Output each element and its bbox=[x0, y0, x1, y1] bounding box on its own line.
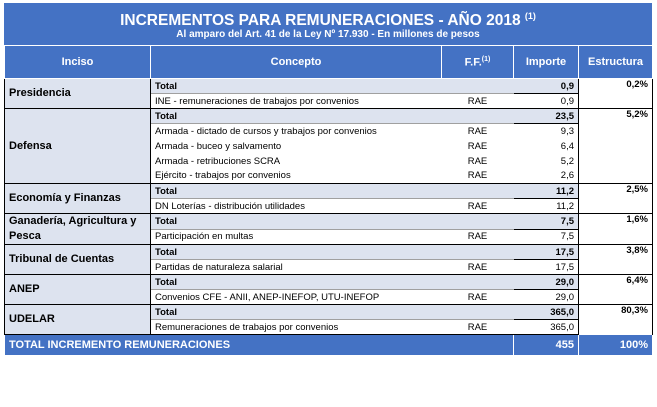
table-body bbox=[5, 79, 653, 335]
estructura-cell: 0,2% bbox=[579, 79, 653, 109]
report-frame bbox=[4, 3, 652, 356]
grand-total-label: TOTAL INCREMENTO REMUNERACIONES bbox=[5, 335, 514, 356]
estructura-cell: 80,3% bbox=[579, 305, 653, 335]
total-ff bbox=[442, 214, 514, 230]
column-header-inciso: Inciso bbox=[5, 46, 151, 79]
group-total-row bbox=[5, 109, 653, 124]
importe-cell: 29,0 bbox=[514, 290, 579, 305]
group-total-row bbox=[5, 275, 653, 290]
concept-cell: Partidas de naturaleza salarial bbox=[151, 260, 442, 275]
column-header-ff bbox=[442, 46, 514, 79]
total-importe: 11,2 bbox=[514, 184, 579, 199]
ff-cell: RAE bbox=[442, 199, 514, 214]
ff-cell: RAE bbox=[442, 94, 514, 109]
concept-cell: Armada - retribuciones SCRA bbox=[155, 155, 281, 167]
concept-cell: Convenios CFE - ANII, ANEP-INEFOP, UTU-INEFOP bbox=[151, 290, 442, 305]
inciso-cell: UDELAR bbox=[5, 305, 151, 335]
ff-cell: RAE bbox=[467, 125, 488, 137]
concept-cell: Participación en multas bbox=[151, 229, 442, 245]
total-label: Total bbox=[151, 275, 442, 290]
total-ff bbox=[442, 245, 514, 260]
total-label: Total bbox=[151, 245, 442, 260]
ff-cell: RAE bbox=[467, 155, 488, 167]
ff-cell: RAE bbox=[442, 320, 514, 335]
grand-total-estructura: 100% bbox=[579, 335, 653, 356]
increments-table bbox=[4, 45, 653, 356]
ff-cell: RAE bbox=[442, 290, 514, 305]
inciso-cell: Ganadería, Agricultura y Pesca bbox=[5, 214, 151, 245]
total-label: Total bbox=[151, 79, 442, 94]
total-importe: 29,0 bbox=[514, 275, 579, 290]
total-importe: 365,0 bbox=[514, 305, 579, 320]
title-footnote-marker: (1) bbox=[524, 11, 536, 21]
estructura-cell: 6,4% bbox=[579, 275, 653, 305]
importe-cell: 11,2 bbox=[514, 199, 579, 214]
total-ff bbox=[442, 305, 514, 320]
grand-total-row bbox=[5, 335, 653, 356]
total-ff bbox=[442, 275, 514, 290]
total-label: Total bbox=[151, 109, 442, 124]
estructura-cell: 5,2% bbox=[579, 109, 653, 184]
concept-cell: Remuneraciones de trabajos por convenios bbox=[151, 320, 442, 335]
ff-cell: RAE bbox=[442, 169, 514, 184]
importe-cell: 2,6 bbox=[514, 169, 579, 184]
grand-total-importe: 455 bbox=[514, 335, 579, 356]
concept-cell: Armada - dictado de cursos y trabajos por convenios bbox=[155, 125, 377, 137]
title-text: INCREMENTOS PARA REMUNERACIONES - AÑO 2018 bbox=[120, 12, 521, 30]
column-header-estructura: Estructura bbox=[579, 46, 653, 79]
group-total-row bbox=[5, 245, 653, 260]
estructura-cell: 1,6% bbox=[579, 214, 653, 245]
importe-cell: 17,5 bbox=[514, 260, 579, 275]
ff-cell: RAE bbox=[467, 140, 488, 152]
concept-cell: Ejército - trabajos por convenios bbox=[151, 169, 442, 184]
estructura-cell: 2,5% bbox=[579, 184, 653, 214]
ff-footnote-marker: (1) bbox=[481, 55, 491, 63]
total-importe: 17,5 bbox=[514, 245, 579, 260]
ff-header-text: F.F. bbox=[464, 56, 482, 69]
total-ff bbox=[442, 109, 514, 124]
ff-cell: RAE bbox=[442, 229, 514, 245]
concept-cell: DN Loterías - distribución utilidades bbox=[151, 199, 442, 214]
report-title bbox=[4, 3, 652, 30]
importe-cell: 7,5 bbox=[514, 229, 579, 245]
importe-cell: 5,2 bbox=[560, 155, 574, 167]
concept-cell: Armada - buceo y salvamento bbox=[155, 140, 282, 152]
total-importe: 23,5 bbox=[514, 109, 579, 124]
importe-cell: 6,4 bbox=[560, 140, 574, 152]
report-subtitle: Al amparo del Art. 41 de la Ley Nº 17.930 - En millones de pesos bbox=[176, 29, 480, 40]
total-ff bbox=[442, 79, 514, 94]
group-total-row bbox=[5, 305, 653, 320]
inciso-cell: Tribunal de Cuentas bbox=[5, 245, 151, 275]
estructura-cell: 3,8% bbox=[579, 245, 653, 275]
total-label: Total bbox=[151, 305, 442, 320]
importe-cell: 365,0 bbox=[514, 320, 579, 335]
inciso-cell: ANEP bbox=[5, 275, 151, 305]
header-row bbox=[5, 46, 653, 79]
importe-cell: 9,3 bbox=[560, 125, 574, 137]
report-banner bbox=[4, 3, 652, 45]
importe-cell: 0,9 bbox=[514, 94, 579, 109]
inciso-cell: Presidencia bbox=[5, 79, 151, 109]
ff-cell: RAE bbox=[442, 260, 514, 275]
total-ff bbox=[442, 184, 514, 199]
concept-cell: INE - remuneraciones de trabajos por convenios bbox=[151, 94, 442, 109]
total-importe: 0,9 bbox=[514, 79, 579, 94]
group-total-row bbox=[5, 214, 653, 230]
group-total-row bbox=[5, 79, 653, 94]
column-header-importe: Importe bbox=[514, 46, 579, 79]
inciso-cell: Defensa bbox=[5, 109, 151, 184]
total-label: Total bbox=[151, 184, 442, 199]
column-header-concepto: Concepto bbox=[151, 46, 442, 79]
inciso-cell: Economía y Finanzas bbox=[5, 184, 151, 214]
total-importe: 7,5 bbox=[514, 214, 579, 230]
total-label: Total bbox=[151, 214, 442, 230]
group-total-row bbox=[5, 184, 653, 199]
